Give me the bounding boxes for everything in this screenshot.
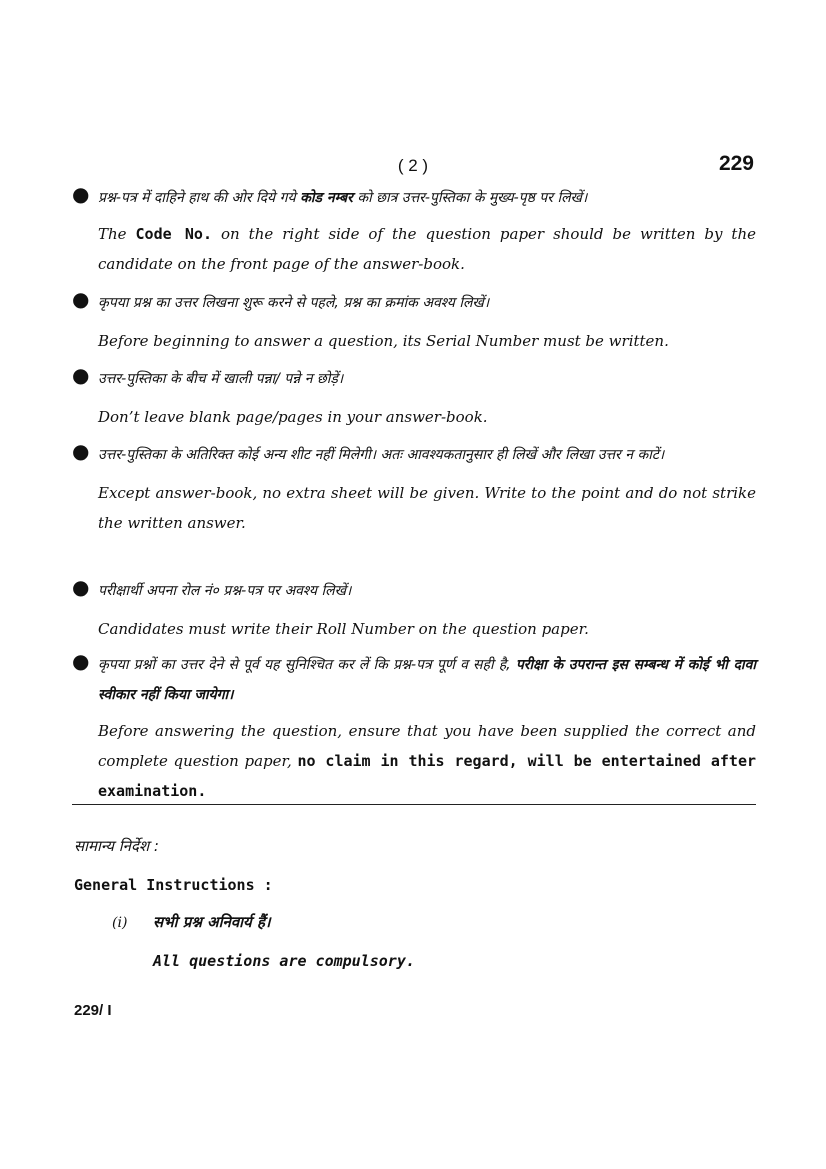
code-number-hi: कोड नम्बर xyxy=(300,190,353,206)
instruction-item-4 xyxy=(72,440,756,552)
bullet-icon: ● xyxy=(72,439,90,463)
paper-code: 229 xyxy=(718,152,754,175)
code-no-en: Code No. xyxy=(135,225,212,243)
instruction-item-6 xyxy=(72,650,756,820)
general-instructions-heading-en: General Instructions : xyxy=(74,876,273,894)
instruction-en: Before beginning to answer a question, its Serial Number must be written. xyxy=(98,332,669,350)
bullet-icon: ● xyxy=(72,363,90,387)
instruction-hi: उत्तर-पुस्तिका के अतिरिक्त कोई अन्य शीट नहीं मिलेगी। अतः आवश्यकतानुसार ही लिखें और लिखा उत्तर न काटें। xyxy=(98,447,665,463)
bullet-icon: ● xyxy=(72,575,90,599)
bullet-icon: ● xyxy=(72,287,90,311)
instruction-en: Don’t leave blank page/pages in your answer-book. xyxy=(98,408,488,426)
general-instructions-heading-hi: सामान्य निर्देश : xyxy=(74,837,159,855)
instruction-item-3 xyxy=(72,364,756,446)
instruction-en: Except answer-book, no extra sheet will be given. Write to the point and do not strike the written answer. xyxy=(98,484,756,532)
instruction-hi: कृपया प्रश्नों का उत्तर देने से पूर्व यह सुनिश्चित कर लें कि प्रश्न-पत्र पूर्ण व सही है, परीक्षा के उपरान्त इस सम्बन्ध में कोई भी दावा स्वीकार नहीं किया जायेगा। xyxy=(98,657,756,703)
footer-code: 229/ I xyxy=(74,1002,112,1019)
instruction-hi: उत्तर-पुस्तिका के बीच में खाली पन्ना/ पन्ने न छोड़ें। xyxy=(98,371,344,387)
instruction-en: The Code No. on the right side of the question paper should be written by the candidate on the front page of the answer-book. xyxy=(98,225,756,273)
instruction-item-5 xyxy=(72,576,756,658)
instruction-hi: परीक्षार्थी अपना रोल नं० प्रश्न-पत्र पर अवश्य लिखें। xyxy=(98,583,352,599)
instruction-hi: प्रश्न-पत्र में दाहिने हाथ की ओर दिये गये कोड नम्बर को छात्र उत्तर-पुस्तिका के मुख्य-पृष्ठ पर लिखें। xyxy=(98,190,588,206)
no-claim-hi: परीक्षा के उपरान्त इस सम्बन्ध में कोई भी दावा स्वीकार नहीं किया जायेगा। xyxy=(98,657,756,703)
general-item-number: (i) xyxy=(112,915,128,931)
no-claim-en: no claim in this regard, will be entertained after examination. xyxy=(98,752,757,800)
instruction-hi: कृपया प्रश्न का उत्तर लिखना शुरू करने से पहले, प्रश्न का क्रमांक अवश्य लिखें। xyxy=(98,295,490,311)
bullet-icon: ● xyxy=(72,182,90,206)
instruction-item-2 xyxy=(72,288,756,370)
instruction-en: Candidates must write their Roll Number on the question paper. xyxy=(98,620,589,638)
instruction-en: Before answering the question, ensure that you have been supplied the correct and complete question paper, no claim in this regard, will be entertained after examination. xyxy=(98,722,757,800)
general-item-hi: सभी प्रश्न अनिवार्य हैं। xyxy=(153,913,271,931)
instruction-item-1 xyxy=(72,183,756,293)
bullet-icon: ● xyxy=(72,649,90,673)
general-item-en: All questions are compulsory. xyxy=(153,952,415,970)
page-number: ( 2 ) xyxy=(397,156,429,175)
section-divider xyxy=(72,804,756,805)
